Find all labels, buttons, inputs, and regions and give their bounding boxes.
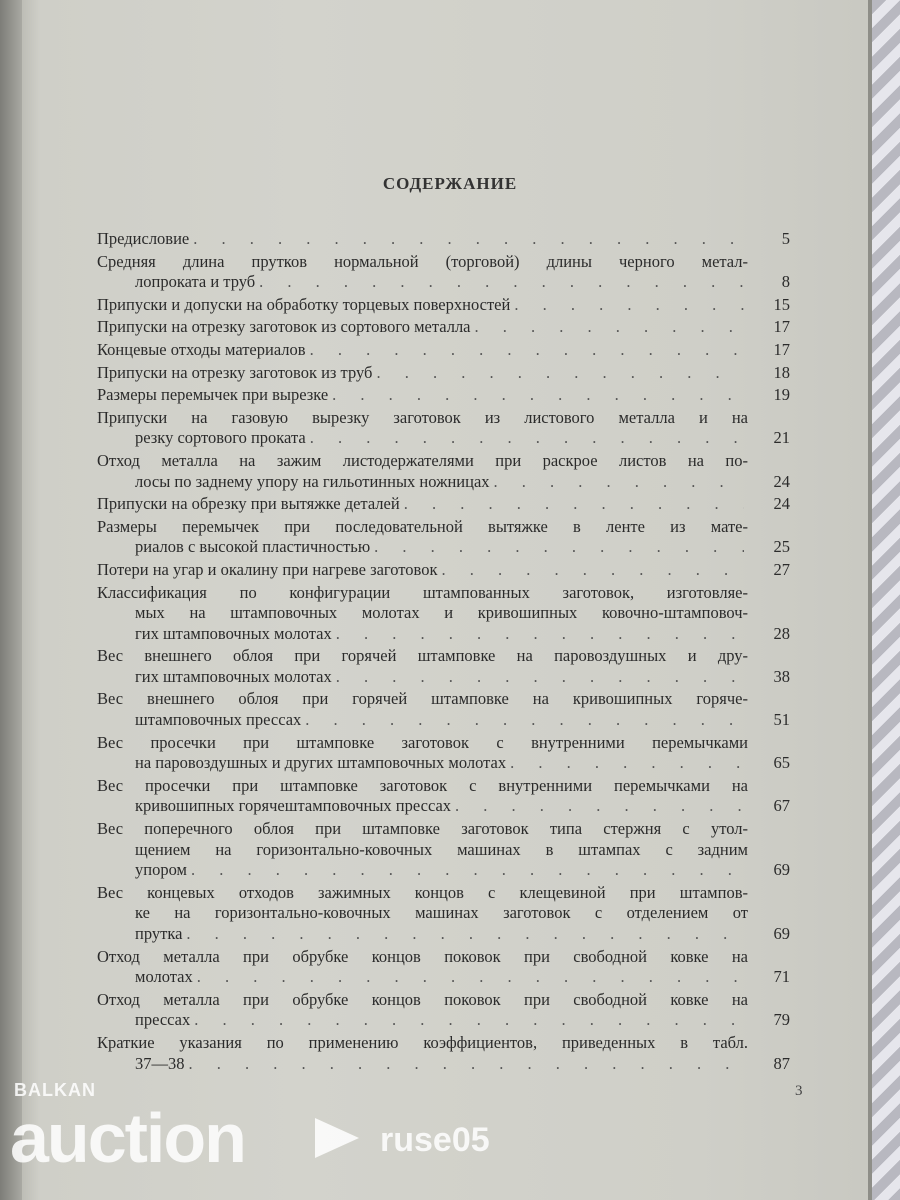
toc-entry bbox=[97, 517, 790, 558]
toc-entry-text: Вес концевых отходов зажимных концов с клещевиной при штампов- bbox=[97, 882, 748, 902]
toc-page-number: 69 bbox=[773, 860, 790, 880]
dot-leader bbox=[441, 560, 744, 581]
toc-page-number: 38 bbox=[773, 666, 790, 686]
toc-page-number: 51 bbox=[773, 710, 790, 730]
toc-entry-line bbox=[97, 967, 790, 988]
toc-entry-text: прессах bbox=[135, 1010, 191, 1030]
toc-entry bbox=[97, 990, 790, 1031]
toc-page-number: 18 bbox=[773, 362, 790, 382]
dot-leader bbox=[189, 1054, 745, 1075]
toc-entry-line bbox=[97, 385, 790, 406]
toc-entry-text: на паровоздушных и других штамповочных молотах bbox=[135, 753, 507, 773]
toc-page-number: 19 bbox=[773, 385, 790, 405]
toc-page-number: 24 bbox=[773, 494, 790, 514]
toc-entry-line bbox=[97, 860, 790, 881]
toc-entry bbox=[97, 363, 790, 384]
toc-entry bbox=[97, 947, 790, 988]
page-title: СОДЕРЖАНИЕ bbox=[382, 174, 518, 193]
toc-entry-text: Припуски на отрезку заготовок из сортового металла bbox=[97, 317, 471, 337]
toc-page-number: 21 bbox=[773, 428, 790, 448]
toc-entry-text: Припуски на газовую вырезку заготовок из листового металла и на bbox=[97, 407, 748, 427]
toc-entry-text: молотах bbox=[135, 967, 193, 987]
toc-entry-line bbox=[97, 295, 790, 316]
toc-entry-text: гих штамповочных молотах bbox=[135, 666, 332, 686]
toc-entry bbox=[97, 883, 790, 945]
toc-entry-line bbox=[97, 667, 790, 688]
toc-entry-line bbox=[97, 472, 790, 493]
toc-entry-line bbox=[97, 1054, 790, 1075]
toc-entry-line bbox=[97, 903, 790, 924]
toc-page-number: 17 bbox=[773, 317, 790, 337]
toc-entry-text: Размеры перемычек при последовательной вытяжке в ленте из мате- bbox=[97, 516, 748, 536]
toc-entry-text: Вес просечки при штамповке заготовок с внутренними перемычками на bbox=[97, 775, 748, 795]
toc-entry-text: Припуски на обрезку при вытяжке деталей bbox=[97, 494, 400, 514]
toc-entry bbox=[97, 689, 790, 730]
dot-leader bbox=[455, 796, 744, 817]
page-number: 3 bbox=[795, 1083, 803, 1099]
watermark-seller: ruse05 bbox=[380, 1121, 490, 1159]
toc-page-number: 17 bbox=[773, 339, 790, 359]
dot-leader bbox=[194, 1010, 744, 1031]
toc-entry bbox=[97, 252, 790, 293]
toc-entry-text: лопроката и труб bbox=[135, 272, 256, 292]
dot-leader bbox=[336, 624, 744, 645]
toc-entry-text: ке на горизонтально-ковочных машинах заготовок с отделением от bbox=[135, 903, 748, 923]
toc-entry-text: Отход металла при обрубке концов поковок при свободной ковке на bbox=[97, 989, 748, 1009]
dot-leader bbox=[193, 229, 744, 250]
toc-entry-line bbox=[97, 317, 790, 338]
toc-entry-line bbox=[97, 646, 790, 667]
toc-page-number: 79 bbox=[773, 1010, 790, 1030]
toc-entry-line bbox=[97, 340, 790, 361]
toc-entry-text: Отход металла при обрубке концов поковок при свободной ковке на bbox=[97, 946, 748, 966]
toc-entry-text: Вес внешнего облоя при горячей штамповке на кривошипных горяче- bbox=[97, 689, 748, 709]
toc-page-number: 25 bbox=[773, 537, 790, 557]
toc-entry-line bbox=[97, 776, 790, 797]
toc-entry-line bbox=[97, 689, 790, 710]
toc-entry-line bbox=[97, 451, 790, 472]
dot-leader bbox=[332, 385, 744, 406]
toc-page-number: 27 bbox=[773, 559, 790, 579]
toc-entry-text: Припуски на отрезку заготовок из труб bbox=[97, 362, 373, 382]
toc-entry-text: прутка bbox=[135, 924, 183, 943]
toc-page-number: 5 bbox=[781, 229, 790, 248]
toc-entry bbox=[97, 229, 790, 250]
toc-entry-line bbox=[97, 883, 790, 904]
toc-entry-line bbox=[97, 947, 790, 968]
toc-entry bbox=[97, 1033, 790, 1074]
toc-page-number: 8 bbox=[781, 272, 790, 292]
dot-leader bbox=[475, 317, 744, 338]
toc-entry-line bbox=[97, 1010, 790, 1031]
toc-entry-text: мых на штамповочных молотах и кривошипных ковочно-штамповоч- bbox=[135, 603, 748, 623]
toc-entry bbox=[97, 494, 790, 515]
dot-leader bbox=[374, 537, 744, 558]
toc-entry-text: Краткие указания по применению коэффициентов, приведенных в табл. bbox=[97, 1032, 748, 1052]
toc-entry-text: Потери на угар и окалину при нагреве заготовок bbox=[97, 559, 438, 579]
dot-leader bbox=[259, 272, 744, 293]
toc-entry-text: гих штамповочных молотах bbox=[135, 623, 332, 643]
dot-leader bbox=[404, 494, 744, 515]
watermark-arrow-icon bbox=[315, 1118, 359, 1158]
dot-leader bbox=[305, 710, 744, 731]
toc-entry bbox=[97, 451, 790, 492]
dot-leader bbox=[494, 472, 744, 493]
toc-entry bbox=[97, 408, 790, 449]
toc-entry-text: Классификация по конфигурации штампованных заготовок, изготовляе- bbox=[97, 582, 748, 602]
toc-entry-text: Концевые отходы материалов bbox=[97, 339, 306, 359]
toc-entry-text: щением на горизонтально-ковочных машинах в штампах с задним bbox=[135, 839, 748, 859]
dot-leader bbox=[514, 295, 744, 316]
toc-entry-line bbox=[97, 710, 790, 731]
toc-entry-line bbox=[97, 229, 790, 250]
dot-leader bbox=[336, 667, 744, 688]
toc-entry-line bbox=[97, 537, 790, 558]
toc-page-number: 69 bbox=[773, 924, 790, 943]
toc-page-number: 87 bbox=[773, 1053, 790, 1073]
toc-page-number: 71 bbox=[773, 967, 790, 987]
dot-leader bbox=[310, 428, 744, 449]
toc-entry-line bbox=[97, 753, 790, 774]
toc-page-number: 24 bbox=[773, 471, 790, 491]
toc-entry bbox=[97, 583, 790, 645]
dot-leader bbox=[310, 340, 744, 361]
dot-leader bbox=[186, 924, 744, 945]
toc-entry-line bbox=[97, 796, 790, 817]
toc-page-number: 15 bbox=[773, 294, 790, 314]
toc-entry-text: Вес внешнего облоя при горячей штамповке на паровоздушных и дру- bbox=[97, 646, 748, 666]
toc-entry-line bbox=[97, 494, 790, 515]
toc-entry bbox=[97, 295, 790, 316]
toc-entry bbox=[97, 560, 790, 581]
toc-entry-line bbox=[97, 924, 790, 945]
toc-entry-text: лосы по заднему упору на гильотинных ножницах bbox=[135, 471, 490, 491]
toc-entry-line bbox=[97, 408, 790, 429]
toc-entry bbox=[97, 385, 790, 406]
toc-entry-line bbox=[97, 252, 790, 273]
toc-entry-text: Предисловие bbox=[97, 229, 190, 248]
toc-entry-line bbox=[97, 560, 790, 581]
toc-page-number: 65 bbox=[773, 753, 790, 773]
toc-entry bbox=[97, 646, 790, 687]
toc-entry-text: Вес поперечного облоя при штамповке заготовок типа стержня с утол- bbox=[97, 819, 748, 839]
dot-leader bbox=[376, 363, 744, 384]
toc-entry-line bbox=[97, 819, 790, 840]
watermark-brand: auction bbox=[10, 1099, 245, 1177]
toc-entry-line bbox=[97, 517, 790, 538]
toc-entry-text: Средняя длина прутков нормальной (торговой) длины черного метал- bbox=[97, 251, 748, 271]
toc-entry-text: упором bbox=[135, 860, 187, 880]
toc-entry-text: кривошипных горячештамповочных прессах bbox=[135, 796, 452, 816]
toc-entry-line bbox=[97, 624, 790, 645]
dot-leader bbox=[197, 967, 744, 988]
toc-entry-text: резку сортового проката bbox=[135, 428, 306, 448]
toc-entry bbox=[97, 819, 790, 881]
toc-entry bbox=[97, 733, 790, 774]
toc-entry-line bbox=[97, 428, 790, 449]
dot-leader bbox=[510, 753, 744, 774]
toc-entry-text: Вес просечки при штамповке заготовок с внутренними перемычками bbox=[97, 732, 748, 752]
dot-leader bbox=[191, 860, 744, 881]
watermark-brand-top: BALKAN bbox=[14, 1080, 96, 1100]
toc-entry-text: Припуски и допуски на обработку торцевых поверхностей bbox=[97, 294, 511, 314]
toc-entry-line bbox=[97, 603, 790, 624]
toc-entry-line bbox=[97, 363, 790, 384]
toc-entry-line bbox=[97, 272, 790, 293]
toc-entry bbox=[97, 340, 790, 361]
toc-entry-text: 37—38 bbox=[135, 1053, 185, 1073]
toc-entry-text: риалов с высокой пластичностью bbox=[135, 537, 371, 557]
toc-entry-line bbox=[97, 733, 790, 754]
toc-entry bbox=[97, 776, 790, 817]
toc-entry-text: Отход металла на зажим листодержателями при раскрое листов на по- bbox=[97, 450, 748, 470]
toc-entry-line bbox=[97, 990, 790, 1011]
toc-entry-line bbox=[97, 583, 790, 604]
toc-entry-text: штамповочных прессах bbox=[135, 710, 302, 730]
toc-entry bbox=[97, 317, 790, 338]
toc-page-number: 28 bbox=[773, 623, 790, 643]
toc-entry-line bbox=[97, 840, 790, 861]
table-of-contents bbox=[97, 229, 790, 1076]
toc-entry-text: Размеры перемычек при вырезке bbox=[97, 385, 329, 405]
toc-page-number: 67 bbox=[773, 796, 790, 816]
toc-entry-line bbox=[97, 1033, 790, 1054]
